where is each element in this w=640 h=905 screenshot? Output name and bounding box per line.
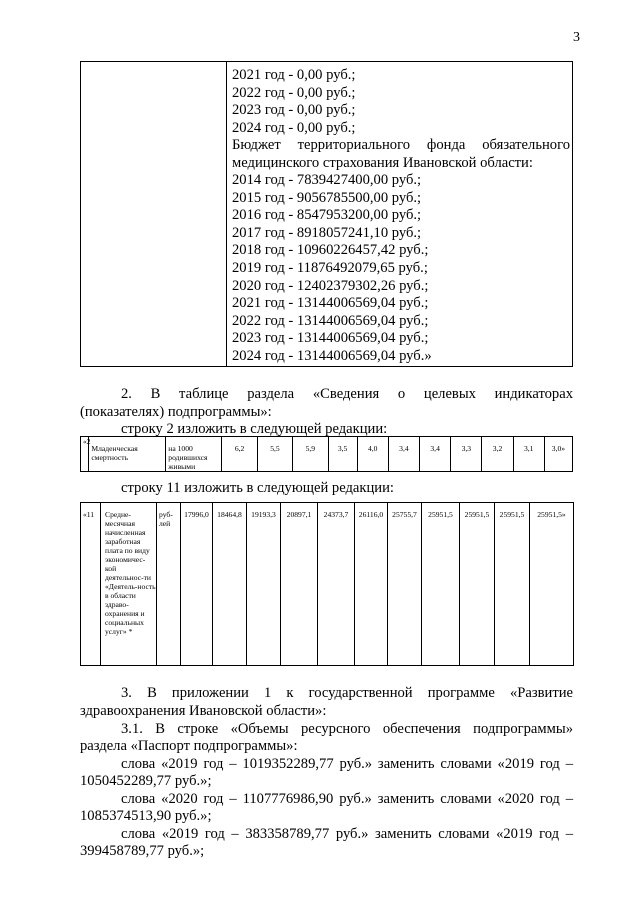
row2-value: 4,0 <box>357 437 388 472</box>
row11-value: 20897,1 <box>281 503 318 666</box>
row11-unit: руб-лей <box>157 503 181 666</box>
row2-value: 6,2 <box>222 437 257 472</box>
budget-line: 2023 год - 13144006569,04 руб.; <box>232 330 429 347</box>
budget-line: 2023 год - 0,00 руб.; <box>232 102 356 119</box>
row2-unit: на 1000 родившихся живыми <box>166 437 222 472</box>
row2-value: 3,3 <box>451 437 482 472</box>
budget-line: 2018 год - 10960226457,42 руб.; <box>232 242 429 259</box>
row2-value: 5,9 <box>293 437 328 472</box>
budget-line: 2022 год - 0,00 руб.; <box>232 84 356 101</box>
budget-table <box>80 61 573 367</box>
row2-table <box>80 436 573 472</box>
budget-line: Бюджет территориального фонда обязательного <box>232 137 570 154</box>
row2-value: 3,4 <box>420 437 451 472</box>
row11-value: 19193,3 <box>247 503 281 666</box>
row2-value: 3,5 <box>328 437 357 472</box>
replace3-line2: 399458789,77 руб.»; <box>80 843 205 859</box>
row2-intro: строку 2 изложить в следующей редакции: <box>121 421 388 437</box>
budget-line: медицинского страхования Ивановской области: <box>232 154 533 171</box>
row11-value: 24373,7 <box>318 503 355 666</box>
row11-value: 18464,8 <box>213 503 247 666</box>
budget-line: 2015 год - 9056785500,00 руб.; <box>232 189 422 206</box>
replace2-line1: слова «2020 год – 1107776986,90 руб.» заменить словами «2020 год – <box>121 791 573 807</box>
budget-line: 2016 год - 8547953200,00 руб.; <box>232 207 422 224</box>
replace3-line1: слова «2019 год – 383358789,77 руб.» заменить словами «2019 год – <box>121 826 573 842</box>
row11-value: 26116,0 <box>355 503 388 666</box>
budget-line: 2019 год - 11876492079,65 руб.; <box>232 260 428 277</box>
row11-value: 25951,5 <box>422 503 460 666</box>
replace1-line2: 1050452289,77 руб.»; <box>80 773 212 789</box>
row11-value: 25951,5 <box>460 503 495 666</box>
section3-1-line2: раздела «Паспорт подпрограммы»: <box>80 738 298 754</box>
row11-value: 25951,5» <box>530 503 574 666</box>
budget-line: 2021 год - 0,00 руб.; <box>232 67 356 83</box>
budget-line: 2014 год - 7839427400,00 руб.; <box>232 172 422 189</box>
row11-indicator-name: Средне-месячная начисленная заработная плата по виду экономичес-кой деятельнос-ти «Деятель-ность в области здраво-охранения и социальных услуг» * <box>101 503 157 666</box>
budget-line: 2017 год - 8918057241,10 руб.; <box>232 224 422 241</box>
row11-number: «11 <box>81 503 101 666</box>
budget-line: 2020 год - 12402379302,26 руб.; <box>232 277 429 294</box>
page-number: 3 <box>573 30 580 45</box>
row2-indicator-name: Младенческая смертность <box>89 437 166 472</box>
replace2-line2: 1085374513,90 руб.»; <box>80 808 212 824</box>
row11-value: 25755,7 <box>388 503 422 666</box>
budget-line: 2024 год - 13144006569,04 руб.» <box>232 347 432 364</box>
row2-value: 3,2 <box>482 437 513 472</box>
row11-value: 25951,5 <box>495 503 530 666</box>
budget-line: 2022 год - 13144006569,04 руб.; <box>232 312 429 329</box>
row11-table <box>80 502 574 666</box>
section3-1-line1: 3.1. В строке «Объемы ресурсного обеспечения подпрограммы» <box>121 721 573 737</box>
row2-number: «2 <box>81 437 89 472</box>
section2-line2: (показателях) подпрограммы»: <box>80 404 272 420</box>
row2-value: 3,4 <box>388 437 419 472</box>
row2-value: 3,1 <box>513 437 544 472</box>
section2-line1: 2. В таблице раздела «Сведения о целевых индикаторах <box>121 386 573 402</box>
budget-line: 2021 год - 13144006569,04 руб.; <box>232 295 429 312</box>
replace1-line1: слова «2019 год – 1019352289,77 руб.» заменить словами «2019 год – <box>121 756 573 772</box>
section3-line1: 3. В приложении 1 к государственной программе «Развитие <box>121 685 573 701</box>
row2-value: 3,0» <box>544 437 572 472</box>
budget-lines <box>232 67 570 365</box>
budget-line: 2024 год - 0,00 руб.; <box>232 119 356 136</box>
table-divider <box>226 62 227 366</box>
row11-value: 17996,0 <box>181 503 213 666</box>
row11-intro: строку 11 изложить в следующей редакции: <box>121 480 394 496</box>
row2-value: 5,5 <box>257 437 292 472</box>
section3-line2: здравоохранения Ивановской области»: <box>80 703 327 719</box>
